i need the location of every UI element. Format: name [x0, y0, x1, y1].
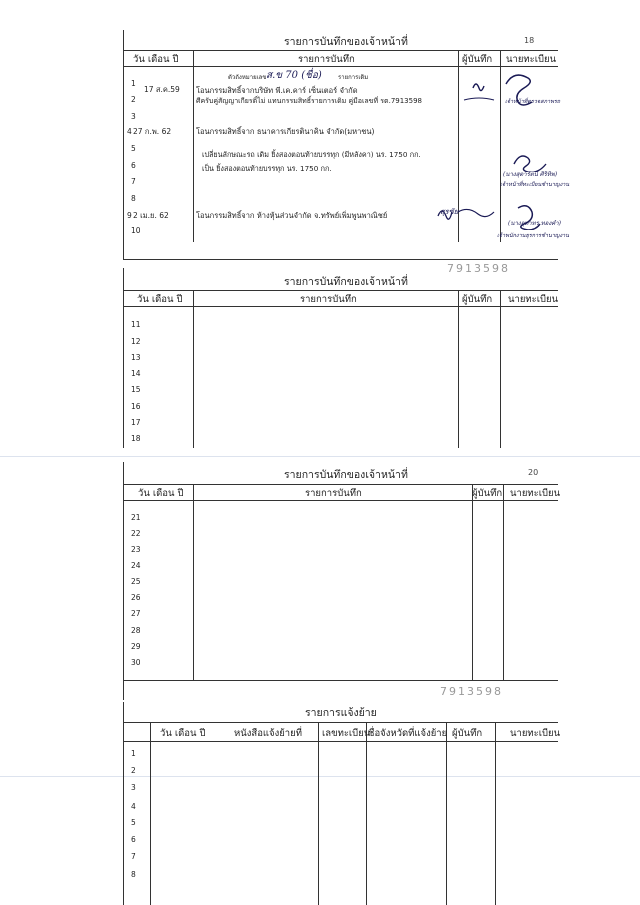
s3-bottom-rule	[123, 680, 558, 681]
s2-col-date: วัน เดือน ปี	[137, 294, 183, 305]
entry-2-date: 27 ก.พ. 62	[133, 127, 172, 136]
page-separator	[0, 776, 640, 777]
s2-row-number: 12	[131, 337, 141, 346]
entry-1-line-1: โอนกรรมสิทธิ์จากบริษัท พี.เค.คาร์ เซ็นเตอร์ จำกัด	[196, 86, 358, 95]
s2-row-number: 14	[131, 369, 141, 378]
s4-title: รายการแจ้งย้าย	[305, 707, 377, 719]
s4-row-number: 1	[131, 749, 136, 758]
signature-3-official: เจ้าพนักงานธุรการชำนาญงาน	[497, 233, 570, 239]
signature-1-official: เจ้าหน้าที่ตรวจสภาพรถ	[505, 99, 561, 105]
s3-registrar-col-line	[503, 484, 504, 680]
s1-row-number: 6	[131, 161, 136, 170]
s3-title-rule	[123, 484, 558, 485]
entry-1-date: 17 ส.ค.59	[144, 85, 180, 94]
s1-col-recorder: ผู้บันทึก	[462, 54, 493, 65]
s4-row-number: 4	[131, 802, 136, 811]
s1-header-rule	[123, 66, 558, 67]
s3-left-border	[123, 462, 124, 700]
s4-col-regno: เลขทะเบียน	[322, 728, 371, 739]
s4-col-date: วัน เดือน ปี	[160, 728, 206, 739]
s4-header-rule	[123, 741, 558, 742]
s1-row-number: 2	[131, 95, 136, 104]
s4-regno-col-line	[366, 722, 367, 905]
s2-left-border	[123, 268, 124, 448]
s3-row-number: 29	[131, 642, 141, 651]
s3-col-date: วัน เดือน ปี	[138, 488, 184, 499]
s1-bottom-rule	[123, 259, 558, 260]
s1-page-number: 18	[524, 36, 535, 45]
s3-col-record: รายการบันทึก	[305, 488, 362, 499]
s4-row-number: 6	[131, 835, 136, 844]
s3-row-number: 23	[131, 545, 141, 554]
s4-col-recorder: ผู้บันทึก	[452, 728, 483, 739]
page-separator	[0, 456, 640, 457]
s1-row-number: 9	[127, 211, 132, 220]
s4-province-col-line	[446, 722, 447, 905]
s3-row-number: 26	[131, 593, 141, 602]
s2-recorder-col-line	[458, 290, 459, 448]
s4-row-number: 5	[131, 818, 136, 827]
s2-row-number: 11	[131, 320, 141, 329]
s4-row-number: 3	[131, 783, 136, 792]
entry-1-handwritten: ส.ข 70 (ชื่อ)	[266, 70, 322, 81]
s4-date-col-line	[150, 722, 151, 905]
s1-left-border	[123, 30, 124, 260]
s1-row-number: 1	[131, 79, 136, 88]
s2-col-recorder: ผู้บันทึก	[462, 294, 493, 305]
entry-2-line-2: เปลี่ยนลักษณะรถ เดิม ยิ้งสองตอนท้ายบรรทุก (มีหลังคา) นร. 1750 กก.	[202, 150, 421, 159]
s3-row-number: 28	[131, 626, 141, 635]
entry-3-line-1: โอนกรรมสิทธิ์จาก ห้างหุ้นส่วนจำกัด จ.ทรัพย์เพิ่มพูนพาณิชย์	[196, 211, 388, 220]
s4-col-registrar: นายทะเบียน	[510, 728, 561, 739]
s1-title-rule	[123, 50, 558, 51]
entry-2-line-3: เป็น ยิ้งสองตอนท้ายบรรทุก นร. 1750 กก.	[202, 164, 332, 173]
s3-row-number: 22	[131, 529, 141, 538]
signature-2-official: เจ้าหน้าที่ทะเบียนชำนาญงาน	[500, 182, 570, 188]
s4-col-letter: หนังสือแจ้งย้ายที่	[234, 728, 302, 739]
s3-col-registrar: นายทะเบียน	[510, 488, 561, 499]
stray-number-1: 7913598	[447, 262, 510, 275]
signature-2-name: (นางสุดารัตน์ ศิริทิพ)	[503, 171, 558, 178]
s3-row-number: 24	[131, 561, 141, 570]
s1-col-record: รายการบันทึก	[298, 54, 355, 65]
s4-row-number: 2	[131, 766, 136, 775]
s2-row-number: 15	[131, 385, 141, 394]
s1-col-date: วัน เดือน ปี	[133, 54, 179, 65]
entry-2-line-1: โอนกรรมสิทธิ์จาก ธนาคารเกียรตินาคิน จำกัด(มหาชน)	[196, 127, 375, 136]
s3-row-number: 21	[131, 513, 141, 522]
s3-row-number: 27	[131, 609, 141, 618]
s2-row-number: 17	[131, 418, 141, 427]
s1-row-number: 7	[131, 177, 136, 186]
signature-3-recorder: สุรชัย	[440, 207, 459, 216]
s2-date-col-line	[193, 290, 194, 448]
entry-1-stamp-suffix: รายการเดิม	[338, 74, 369, 81]
s1-row-number: 5	[131, 144, 136, 153]
s2-title-rule	[123, 290, 558, 291]
s4-row-number: 8	[131, 870, 136, 879]
s3-title: รายการบันทึกของเจ้าหน้าที่	[284, 469, 408, 481]
s4-left-border	[123, 702, 124, 905]
stray-number-2: 7913598	[440, 685, 503, 698]
s1-row-number: 3	[131, 112, 136, 121]
s3-date-col-line	[193, 484, 194, 680]
s1-col-registrar: นายทะเบียน	[506, 54, 557, 65]
s1-row-number: 8	[131, 194, 136, 203]
s2-col-registrar: นายทะเบียน	[508, 294, 559, 305]
s1-date-col-line	[193, 50, 194, 242]
signature-3-name: (นางอุทาทร ทองคำ)	[508, 220, 561, 227]
s3-page-number: 20	[528, 468, 539, 477]
s1-row-number: 4	[127, 127, 132, 136]
s1-title: รายการบันทึกของเจ้าหน้าที่	[284, 36, 408, 48]
s3-header-rule	[123, 500, 558, 501]
s2-row-number: 13	[131, 353, 141, 362]
s1-row-number: 10	[131, 226, 141, 235]
entry-1-line-2: ศีครับคู่สัญญาเกียรติ์ไม่ แทนกรรมสิทธิ์รายการเดิม คู่มือเลขที่ รต.7913598	[196, 97, 422, 105]
s2-row-number: 16	[131, 402, 141, 411]
s3-row-number: 30	[131, 658, 141, 667]
s3-col-recorder: ผู้บันทึก	[472, 488, 503, 499]
s2-registrar-col-line	[500, 290, 501, 448]
s2-header-rule	[123, 306, 558, 307]
s4-recorder-col-line	[495, 722, 496, 905]
s4-col-province: ชื่อจังหวัดที่แจ้งย้าย	[368, 728, 448, 739]
s2-col-record: รายการบันทึก	[300, 294, 357, 305]
s3-row-number: 25	[131, 577, 141, 586]
s4-letter-col-line	[318, 722, 319, 905]
s4-row-number: 7	[131, 852, 136, 861]
entry-1-stamp-prefix: ตัวถังหมายเลข	[228, 74, 267, 81]
s2-title: รายการบันทึกของเจ้าหน้าที่	[284, 276, 408, 288]
s4-title-rule	[123, 722, 558, 723]
signature-2-icon	[510, 150, 550, 172]
s2-row-number: 18	[131, 434, 141, 443]
s3-recorder-col-line	[472, 484, 473, 680]
entry-3-date: 2 เม.ย. 62	[133, 211, 169, 220]
